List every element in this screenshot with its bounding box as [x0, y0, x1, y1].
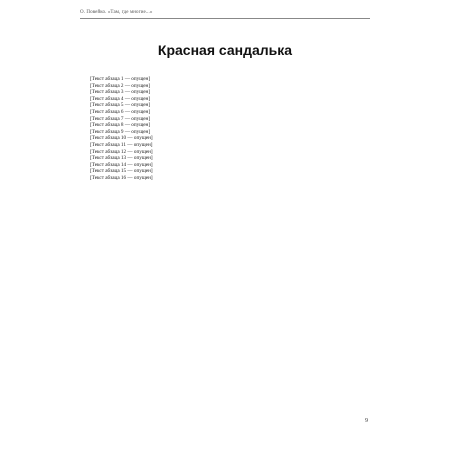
paragraph: [Текст абзаца 13 — опущен]	[90, 155, 153, 162]
paragraph: [Текст абзаца 3 — опущен]	[90, 89, 151, 96]
paragraph: [Текст абзаца 16 — опущен]	[90, 174, 153, 181]
paragraph: [Текст абзаца 8 — опущен]	[90, 122, 151, 129]
chapter-title: Красная сандалька	[157, 42, 293, 58]
page-number: 9	[365, 418, 368, 424]
paragraph: [Текст абзаца 12 — опущен]	[90, 148, 153, 155]
paragraph: [Текст абзаца 1 — опущен]	[90, 76, 151, 82]
paragraph: [Текст абзаца 11 — опущен]	[90, 141, 153, 148]
paragraph: [Текст абзаца 10 — опущен]	[90, 135, 153, 142]
paragraph: [Текст абзаца 9 — опущен]	[90, 128, 151, 135]
paragraph: [Текст абзаца 6 — опущен]	[90, 108, 151, 115]
paragraph: [Текст абзаца 5 — опущен]	[90, 102, 151, 109]
paragraph: [Текст абзаца 15 — опущен]	[90, 168, 153, 175]
paragraph: [Текст абзаца 7 — опущен]	[90, 115, 151, 122]
running-header: О. Повейко. «Там, где многие...»	[80, 10, 153, 15]
header-rule	[80, 18, 370, 19]
paragraph: [Текст абзаца 2 — опущен]	[90, 82, 151, 89]
body-text	[80, 76, 370, 182]
paragraph: [Текст абзаца 4 — опущен]	[90, 95, 151, 102]
paragraph: [Текст абзаца 14 — опущен]	[90, 161, 153, 168]
